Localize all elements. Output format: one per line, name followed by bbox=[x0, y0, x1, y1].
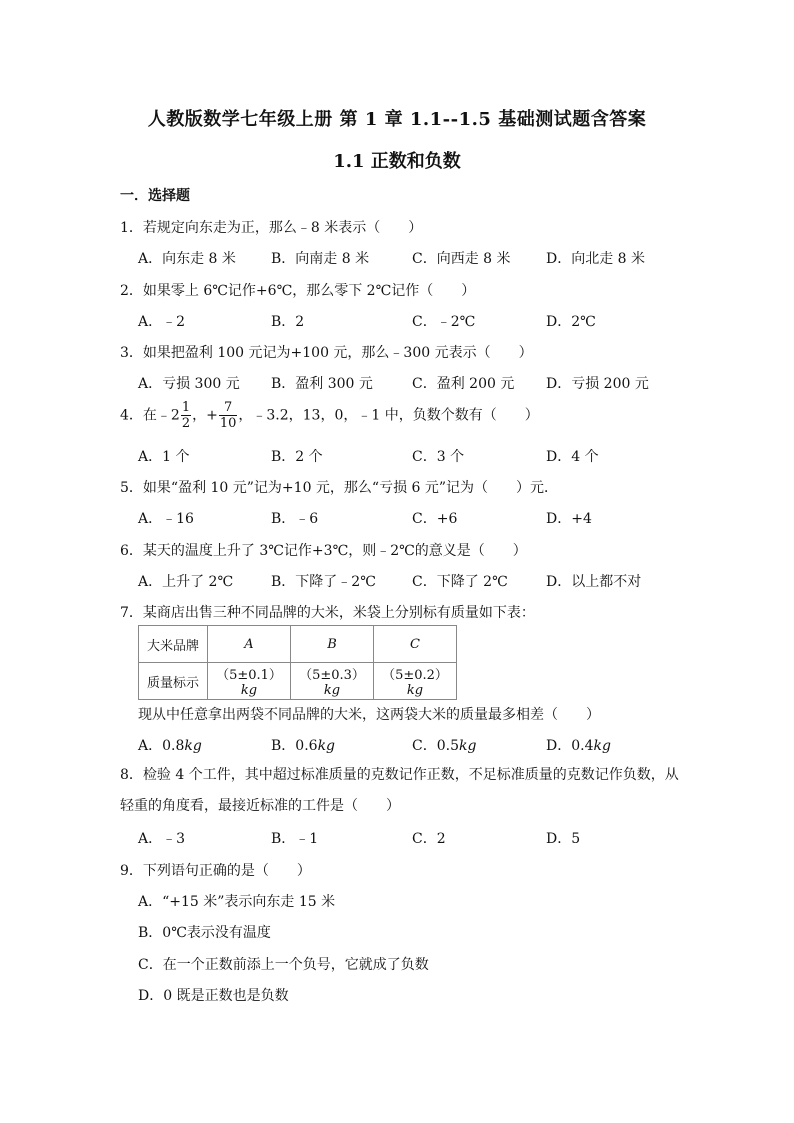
unit-label: kg bbox=[240, 683, 258, 698]
section-heading: 一．选择题 bbox=[120, 188, 190, 204]
option-b: B．向南走 8 米 bbox=[271, 251, 370, 267]
option-a: A．向东走 8 米 bbox=[138, 251, 236, 267]
question-7: 7．某商店出售三种不同品牌的大米，米袋上分别标有质量如下表： bbox=[120, 605, 535, 621]
option-b: B．盈利 300 元 bbox=[271, 376, 373, 392]
fraction-numerator: 7 bbox=[219, 400, 238, 416]
option-a: A．﹣2 bbox=[138, 314, 186, 330]
option-a: A．1 个 bbox=[138, 449, 190, 465]
table-cell-c bbox=[374, 663, 457, 700]
rice-mass-table bbox=[138, 625, 457, 700]
question-4-suffix: ，﹣3.2，13，0，﹣1 中，负数个数有（ ） bbox=[238, 407, 539, 424]
mass-value: （5±0.2） bbox=[382, 668, 448, 683]
table-cell-b bbox=[291, 663, 374, 700]
option-b: B．下降了﹣2℃ bbox=[271, 574, 376, 590]
option-c: C．在一个正数前添上一个负号，它就成了负数 bbox=[138, 957, 429, 973]
option-a: A．﹣16 bbox=[138, 511, 194, 527]
option-c: C．盈利 200 元 bbox=[412, 376, 515, 392]
option-c: C．向西走 8 米 bbox=[412, 251, 511, 267]
option-d: D．4 个 bbox=[546, 449, 599, 465]
table-row bbox=[139, 663, 457, 700]
question-4-prefix: 4．在﹣2 bbox=[120, 407, 180, 424]
mass-value: （5±0.1） bbox=[216, 668, 282, 683]
table-row bbox=[139, 626, 457, 663]
option-c: C．2 bbox=[412, 831, 446, 847]
option-b-value: B．0.6 bbox=[271, 738, 318, 754]
table-header-a: A bbox=[208, 626, 291, 663]
option-c-value: C．0.5 bbox=[412, 738, 459, 754]
option-d: D．亏损 200 元 bbox=[546, 376, 649, 392]
option-d bbox=[546, 735, 611, 755]
option-a: A．“+15 米”表示向东走 15 米 bbox=[138, 894, 336, 910]
question-4 bbox=[120, 400, 539, 431]
table-label-mass: 质量标示 bbox=[139, 663, 208, 700]
option-c: C．﹣2℃ bbox=[412, 314, 476, 330]
unit-label: kg bbox=[184, 738, 202, 754]
option-b: B．0℃表示没有温度 bbox=[138, 925, 271, 941]
option-d-value: D．0.4 bbox=[546, 738, 594, 754]
option-d: D．2℃ bbox=[546, 314, 596, 330]
option-c bbox=[412, 735, 476, 755]
table-header-brand: 大米品牌 bbox=[139, 626, 208, 663]
fraction-denominator: 10 bbox=[219, 416, 237, 431]
option-a bbox=[138, 735, 202, 755]
option-a: A．上升了 2℃ bbox=[138, 574, 234, 590]
unit-label: kg bbox=[406, 683, 424, 698]
unit-label: kg bbox=[323, 683, 341, 698]
option-d: D．+4 bbox=[546, 511, 592, 527]
option-c: C．3 个 bbox=[412, 449, 465, 465]
option-a-value: A．0.8 bbox=[138, 738, 185, 754]
unit-label: kg bbox=[458, 738, 477, 754]
fraction-numerator: 1 bbox=[181, 400, 191, 415]
option-d: D．以上都不对 bbox=[546, 574, 642, 590]
unit-label: kg bbox=[317, 738, 336, 754]
question-4-mid: ，+ bbox=[192, 407, 218, 424]
question-6: 6．某天的温度上升了 3℃记作+3℃，则﹣2℃的意义是（ ） bbox=[120, 543, 527, 559]
option-a: A．﹣3 bbox=[138, 831, 186, 847]
option-b: B．﹣6 bbox=[271, 511, 319, 527]
question-1: 1．若规定向东走为正，那么﹣8 米表示（ ） bbox=[120, 220, 423, 236]
document-title: 人教版数学七年级上册 第 1 章 1.1--1.5 基础测试题含答案 bbox=[147, 109, 647, 130]
option-d: D．向北走 8 米 bbox=[546, 251, 646, 267]
question-5: 5．如果“盈利 10 元”记为+10 元，那么“亏损 6 元”记为（ ）元． bbox=[120, 480, 559, 496]
fraction-denominator: 2 bbox=[181, 416, 191, 431]
fraction-one-half bbox=[181, 400, 191, 431]
question-8: 8．检验 4 个工件，其中超过标准质量的克数记作正数，不足标准质量的克数记作负数，从轻重的角度看，最接近标准的工件是（ ） bbox=[120, 767, 679, 814]
option-b: B．﹣1 bbox=[271, 831, 319, 847]
mass-value: （5±0.3） bbox=[299, 668, 365, 683]
table-cell-a bbox=[208, 663, 291, 700]
question-3: 3．如果把盈利 100 元记为+100 元，那么﹣300 元表示（ ） bbox=[120, 345, 533, 361]
option-d: D．5 bbox=[546, 831, 581, 847]
section-subtitle: 1.1 正数和负数 bbox=[333, 151, 461, 172]
unit-label: kg bbox=[593, 738, 611, 754]
question-9: 9．下列语句正确的是（ ） bbox=[120, 863, 311, 879]
table-header-c: C bbox=[374, 626, 457, 663]
fraction-seven-tenths bbox=[219, 400, 238, 431]
option-c: C．+6 bbox=[412, 511, 458, 527]
option-d: D．0 既是正数也是负数 bbox=[138, 988, 289, 1004]
table-header-b: B bbox=[291, 626, 374, 663]
question-7-followup: 现从中任意拿出两袋不同品牌的大米，这两袋大米的质量最多相差（ ） bbox=[138, 707, 600, 723]
option-b: B．2 bbox=[271, 314, 305, 330]
option-b: B．2 个 bbox=[271, 449, 323, 465]
option-c: C．下降了 2℃ bbox=[412, 574, 508, 590]
option-a: A．亏损 300 元 bbox=[138, 376, 240, 392]
option-b bbox=[271, 735, 335, 755]
question-2: 2．如果零上 6℃记作+6℃，那么零下 2℃记作（ ） bbox=[120, 283, 476, 299]
